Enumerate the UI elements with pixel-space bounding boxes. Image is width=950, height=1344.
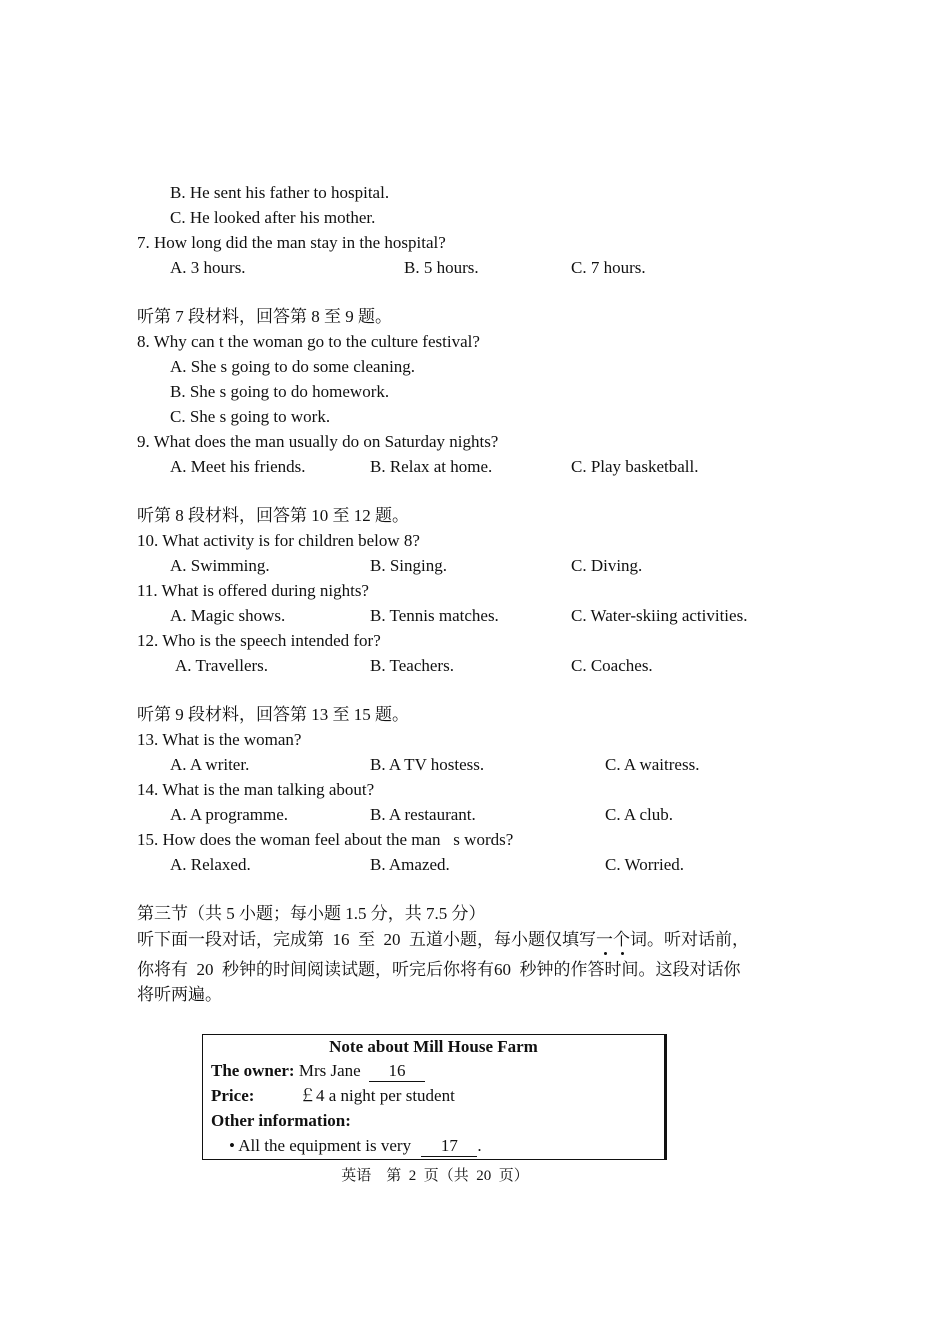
q11-option-b: B. Tennis matches. (370, 606, 499, 625)
q15-option-c: C. Worried. (605, 855, 685, 874)
q11-option-a: A. Magic shows. (170, 606, 286, 625)
instruction-text-end: 词。听对话前， (630, 930, 749, 949)
note-equipment-row (229, 1136, 482, 1157)
other-info-label: Other information: (211, 1111, 351, 1130)
q9-option-b: B. Relax at home. (370, 457, 493, 476)
price-label: Price: (211, 1086, 255, 1105)
q9-option-a: A. Meet his friends. (170, 457, 306, 476)
q14-option-a: A. A programme. (170, 805, 289, 824)
page-footer: 英语 第 2 页（共 20 页） (341, 1168, 529, 1184)
q7-stem: 7. How long did the man stay in the hospital? (137, 233, 446, 252)
q9-option-c: C. Play basketball. (571, 457, 699, 476)
section-8-heading: 听第 8 段材料，回答第 10 至 12 题。 (137, 506, 409, 525)
instruction-text-start: 听下面一段对话，完成第 16 至 20 五道小题，每小题仅填写 (137, 930, 596, 949)
q8-option-b: B. She s going to do homework. (170, 382, 390, 401)
owner-value: Mrs Jane (298, 1061, 361, 1080)
q6-option-c: C. He looked after his mother. (170, 208, 376, 227)
emphasis-char-2: 个 (613, 930, 630, 949)
note-price-row (211, 1086, 455, 1106)
q14-option-b: B. A restaurant. (370, 805, 476, 824)
q14-stem: 14. What is the man talking about? (137, 780, 375, 799)
q15-option-a: A. Relaxed. (170, 855, 251, 874)
part-3-instruction-line-3: 将听两遍。 (137, 985, 222, 1004)
owner-label: The owner: (211, 1061, 295, 1080)
q7-option-a: A. 3 hours. (170, 258, 246, 277)
q12-option-b: B. Teachers. (370, 656, 454, 675)
q11-option-c: C. Water-skiing activities. (571, 606, 748, 625)
q10-option-c: C. Diving. (571, 556, 643, 575)
note-box (202, 1034, 667, 1160)
blank-16[interactable]: 16 (369, 1061, 425, 1082)
q7-option-b: B. 5 hours. (404, 258, 479, 277)
section-7-heading: 听第 7 段材料，回答第 8 至 9 题。 (137, 307, 392, 326)
q13-option-a: A. A writer. (170, 755, 250, 774)
equipment-period: . (477, 1136, 482, 1155)
note-owner-row (211, 1061, 425, 1082)
equipment-text: All the equipment is very (238, 1136, 412, 1155)
q12-option-c: C. Coaches. (571, 656, 653, 675)
part-3-instruction-line-2: 你将有 20 秒钟的时间阅读试题，听完后你将有60 秒钟的作答时间。这段对话你 (137, 960, 741, 979)
price-value: ￡4 a night per student (299, 1086, 455, 1105)
blank-17[interactable]: 17 (421, 1136, 477, 1157)
q8-option-c: C. She s going to work. (170, 407, 331, 426)
q13-option-b: B. A TV hostess. (370, 755, 485, 774)
note-title: Note about Mill House Farm (329, 1037, 538, 1056)
section-9-heading: 听第 9 段材料，回答第 13 至 15 题。 (137, 705, 409, 724)
q14-option-c: C. A club. (605, 805, 674, 824)
q6-option-b: B. He sent his father to hospital. (170, 183, 390, 202)
q15-stem: 15. How does the woman feel about the man s words? (137, 830, 514, 849)
q10-stem: 10. What activity is for children below 8? (137, 531, 420, 550)
part-3-instruction-line-1 (137, 930, 749, 950)
q13-stem: 13. What is the woman? (137, 730, 302, 749)
q7-option-c: C. 7 hours. (571, 258, 646, 277)
q10-option-a: A. Swimming. (170, 556, 270, 575)
q8-stem: 8. Why can t the woman go to the culture festival? (137, 332, 480, 351)
q13-option-c: C. A waitress. (605, 755, 700, 774)
q11-stem: 11. What is offered during nights? (137, 581, 369, 600)
q9-stem: 9. What does the man usually do on Saturday nights? (137, 432, 499, 451)
q15-option-b: B. Amazed. (370, 855, 450, 874)
q8-option-a: A. She s going to do some cleaning. (170, 357, 416, 376)
q12-option-a: A. Travellers. (175, 656, 269, 675)
part-3-heading: 第三节（共 5 小题；每小题 1.5 分，共 7.5 分） (137, 904, 486, 923)
q10-option-b: B. Singing. (370, 556, 447, 575)
q12-stem: 12. Who is the speech intended for? (137, 631, 381, 650)
emphasis-char-1: 一 (596, 930, 613, 949)
bullet-icon: • (229, 1136, 235, 1155)
